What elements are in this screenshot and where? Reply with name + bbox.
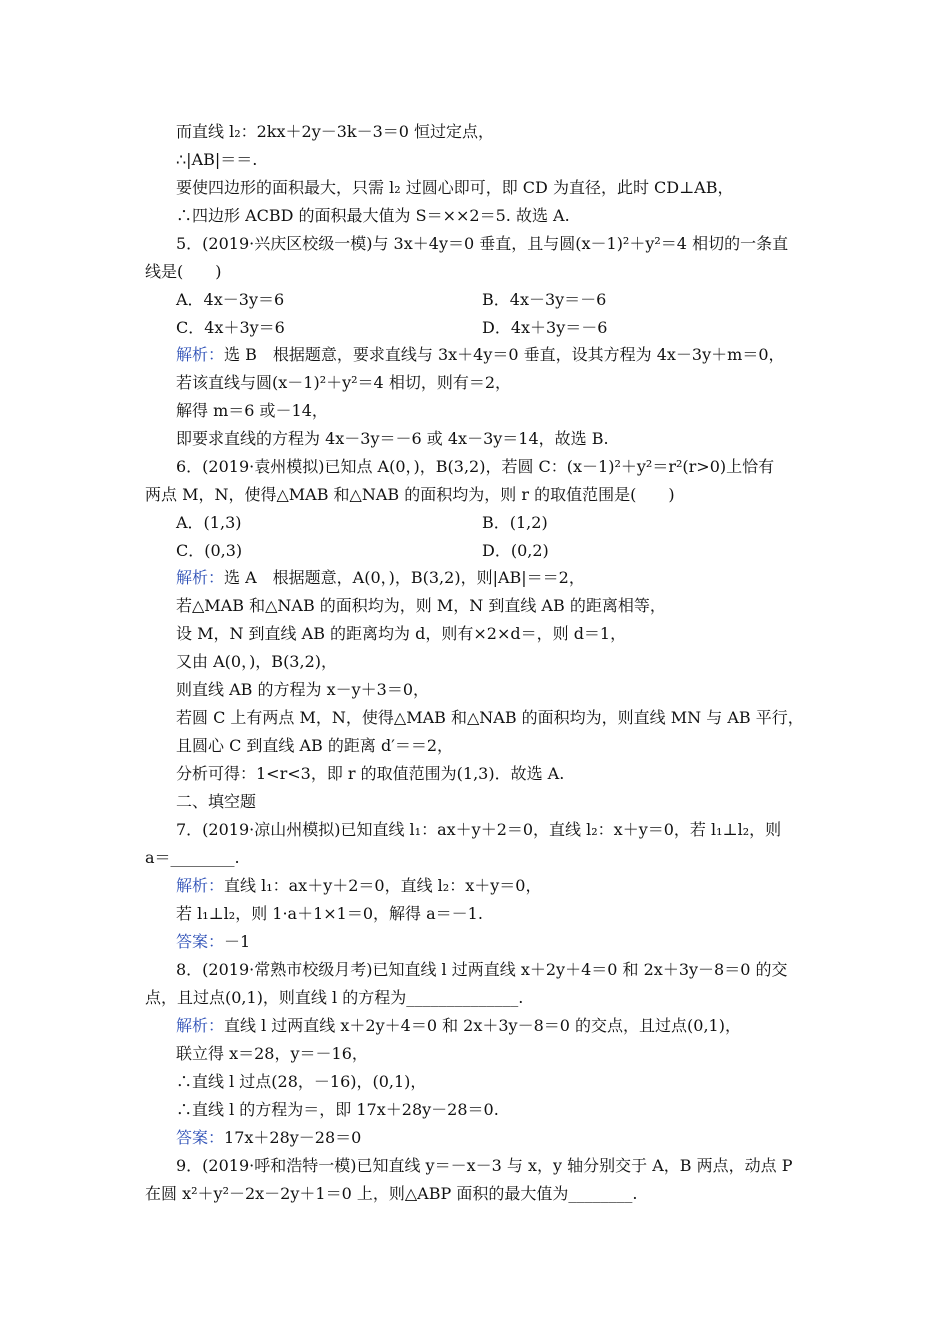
solution-label: 答案： [176,1128,225,1147]
text-line [145,484,675,506]
line-text: 又由 A(0，)，B(3,2)， [176,652,337,671]
line-text: 直线 l 过两直线 x＋2y＋4＝0 和 2x＋3y－8＝0 的交点，且过点(0,1)， [224,1016,741,1035]
line-text: 在圆 x²＋y²－2x－2y＋1＝0 上，则△ABP 面积的最大值为________. [145,1184,638,1203]
text-line [145,847,240,869]
line-text: 则直线 AB 的方程为 x－y＋3＝0， [176,680,429,699]
line-text: D．(0,2) [482,541,549,560]
text-line [176,875,541,897]
text-line [145,987,523,1009]
text-line [176,707,804,729]
line-text: ∴|AB|＝＝. [176,150,258,169]
text-line [176,177,733,199]
line-text: 6．(2019·袁州模拟)已知点 A(0，)，B(3,2)，若圆 C：(x－1)²＋y²＝r²(r>0)上恰有 [176,457,775,476]
line-text: 7．(2019·凉山州模拟)已知直线 l₁：ax＋y＋2＝0，直线 l₂：x＋y＝0，若 l₁⊥l₂，则 [176,820,782,839]
line-text: 即要求直线的方程为 4x－3y＝－6 或 4x－3y＝14，故选 B. [176,429,609,448]
line-text: B．(1,2) [482,513,548,532]
line-text: 5．(2019·兴庆区校级一模)与 3x＋4y＝0 垂直，且与圆(x－1)²＋y²＝4 相切的一条直 [176,234,789,253]
line-text: 点，且过点(0,1)，则直线 l 的方程为______________. [145,988,524,1007]
answer-option [482,289,606,311]
solution-label: 解析： [176,876,225,895]
solution-label: 解析： [176,345,225,364]
line-text: ∴直线 l 的方程为＝，即 17x＋28y－28＝0. [176,1100,499,1119]
line-text: 且圆心 C 到直线 AB 的距离 d′＝＝2， [176,736,454,755]
line-text: 选 B 根据题意，要求直线与 3x＋4y＝0 垂直，设其方程为 4x－3y＋m＝0， [224,345,785,364]
solution-label: 解析： [176,1016,225,1035]
line-text: 选 A 根据题意，A(0，)，B(3,2)，则|AB|＝＝2， [224,568,585,587]
line-text: 17x＋28y－28＝0 [224,1128,362,1147]
answer-option [482,317,607,339]
answer-option [482,540,549,562]
text-line [176,372,511,394]
line-text: 9．(2019·呼和浩特一模)已知直线 y＝－x－3 与 x，y 轴分别交于 A，B 两点，动点 P [176,1156,793,1175]
line-text: C．4x＋3y＝6 [176,318,285,337]
text-line [176,428,609,450]
solution-label: 解析： [176,568,225,587]
line-text: 线是( ) [145,262,222,281]
text-line [145,261,222,283]
line-text: 8．(2019·常熟市校级月考)已知直线 l 过两直线 x＋2y＋4＝0 和 2x＋3y－8＝0 的交 [176,960,788,979]
line-text: C．(0,3) [176,541,243,560]
text-line [176,1071,426,1093]
line-text: 直线 l₁：ax＋y＋2＝0，直线 l₂：x＋y＝0， [224,876,542,895]
line-text: A．(1,3) [176,513,242,532]
line-text: 联立得 x＝28，y＝－16， [176,1044,368,1063]
line-text: 设 M，N 到直线 AB 的距离均为 d，则有×2×d＝，则 d＝1， [176,624,627,643]
line-text: 分析可得：1<r<3，即 r 的取值范围为(1,3)．故选 A. [176,764,565,783]
text-line [176,1015,741,1037]
text-line [176,791,256,813]
text-line [176,567,585,589]
text-line [176,623,626,645]
text-line [176,1043,368,1065]
line-text: 两点 M，N，使得△MAB 和△NAB 的面积均为，则 r 的取值范围是( ) [145,485,675,504]
line-text: 要使四边形的面积最大，只需 l₂ 过圆心即可，即 CD 为直径，此时 CD⊥AB， [176,178,734,197]
line-text: 解得 m＝6 或－14， [176,401,328,420]
text-line [176,233,788,255]
text-line [176,121,494,143]
line-text: 而直线 l₂：2kx＋2y－3k－3＝0 恒过定点， [176,122,495,141]
solution-label: 答案： [176,932,225,951]
answer-option [176,512,242,534]
text-line [145,1183,637,1205]
text-line [176,205,570,227]
text-line [176,735,453,757]
text-line [176,651,337,673]
answer-option [176,540,242,562]
line-text: ∴四边形 ACBD 的面积最大值为 S＝××2＝5. 故选 A. [176,206,570,225]
line-text: 若△MAB 和△NAB 的面积均为，则 M，N 到直线 AB 的距离相等， [176,596,666,615]
text-line [176,1099,499,1121]
line-text: A．4x－3y＝6 [176,290,285,309]
line-text: D．4x＋3y＝－6 [482,318,608,337]
line-text: ∴直线 l 过点(28，－16)，(0,1)， [176,1072,427,1091]
line-text: a＝________. [145,848,240,867]
line-text: 若 l₁⊥l₂，则 1·a＋1×1＝0，解得 a＝－1. [176,904,483,923]
text-line [176,1155,792,1177]
line-text: －1 [224,932,251,951]
text-line [176,959,788,981]
answer-option [176,317,285,339]
text-line [176,456,774,478]
text-line [176,344,785,366]
line-text: B．4x－3y＝－6 [482,290,607,309]
text-line [176,763,564,785]
text-line [176,903,483,925]
text-line [176,819,781,841]
text-line [176,931,250,953]
text-line [176,400,328,422]
text-line [176,1127,361,1149]
text-line [176,149,257,171]
line-text: 二、填空题 [176,792,257,811]
line-text: 若该直线与圆(x－1)²＋y²＝4 相切，则有＝2， [176,373,512,392]
answer-option [482,512,548,534]
answer-option [176,289,284,311]
line-text: 若圆 C 上有两点 M，N，使得△MAB 和△NAB 的面积均为，则直线 MN 与 AB 平行， [176,708,804,727]
text-line [176,679,429,701]
text-line [176,595,666,617]
